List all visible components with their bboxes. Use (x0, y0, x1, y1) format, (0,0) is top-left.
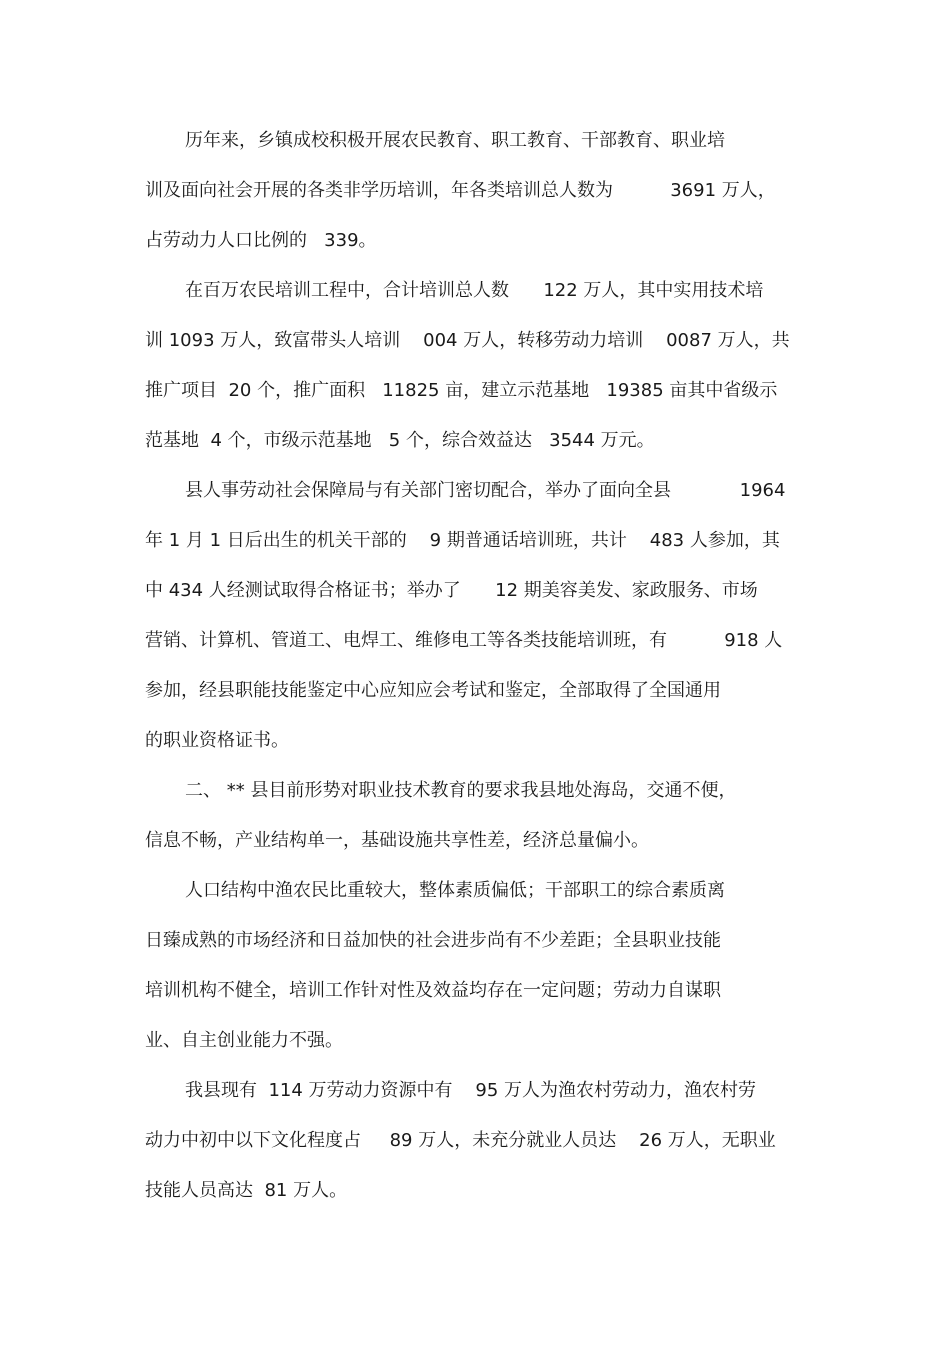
paragraph-3-line-6: 的职业资格证书。 (145, 730, 289, 751)
paragraph-5-line-3: 培训机构不健全，培训工作针对性及效益均存在一定问题；劳动力自谋职 (145, 980, 721, 1001)
paragraph-2-line-3: 推广项目 20 个，推广面积 11825 亩，建立示范基地 19385 亩其中省级示 (145, 380, 778, 401)
paragraph-3-line-5: 参加，经县职能技能鉴定中心应知应会考试和鉴定，全部取得了全国通用 (145, 680, 721, 701)
paragraph-1-line-1: 历年来，乡镇成校积极开展农民教育、职工教育、干部教育、职业培 (185, 130, 725, 151)
paragraph-3-line-2: 年 1 月 1 日后出生的机关干部的 9 期普通话培训班，共计 483 人参加，其 (145, 530, 780, 551)
paragraph-5-line-1: 人口结构中渔农民比重较大，整体素质偏低；干部职工的综合素质离 (185, 880, 725, 901)
paragraph-5-line-2: 日臻成熟的市场经济和日益加快的社会进步尚有不少差距；全县职业技能 (145, 930, 721, 951)
paragraph-3-line-3: 中 434 人经测试取得合格证书；举办了 12 期美容美发、家政服务、市场 (145, 580, 758, 601)
paragraph-6-line-1: 我县现有 114 万劳动力资源中有 95 万人为渔农村劳动力，渔农村劳 (185, 1080, 757, 1101)
paragraph-2-line-2: 训 1093 万人，致富带头人培训 004 万人，转移劳动力培训 0087 万人，共 (145, 330, 790, 351)
paragraph-1-line-3: 占劳动力人口比例的 339。 (145, 230, 377, 251)
section-2-heading-line-1: 二、 ** 县目前形势对职业技术教育的要求我县地处海岛，交通不便， (185, 780, 737, 801)
paragraph-3-line-1: 县人事劳动社会保障局与有关部门密切配合，举办了面向全县 1964 (185, 480, 786, 501)
paragraph-2-line-1: 在百万农民培训工程中，合计培训总人数 122 万人，其中实用技术培 (185, 280, 764, 301)
section-2-heading-line-2: 信息不畅，产业结构单一，基础设施共享性差，经济总量偏小。 (145, 830, 649, 851)
paragraph-5-line-4: 业、自主创业能力不强。 (145, 1030, 343, 1051)
paragraph-6-line-3: 技能人员高达 81 万人。 (145, 1180, 348, 1201)
paragraph-2-line-4: 范基地 4 个，市级示范基地 5 个，综合效益达 3544 万元。 (145, 430, 655, 451)
paragraph-3-line-4: 营销、计算机、管道工、电焊工、维修电工等各类技能培训班，有 918 人 (145, 630, 783, 651)
paragraph-6-line-2: 动力中初中以下文化程度占 89 万人，未充分就业人员达 26 万人，无职业 (145, 1130, 776, 1151)
paragraph-1-line-2: 训及面向社会开展的各类非学历培训，年各类培训总人数为 3691 万人， (145, 180, 776, 201)
